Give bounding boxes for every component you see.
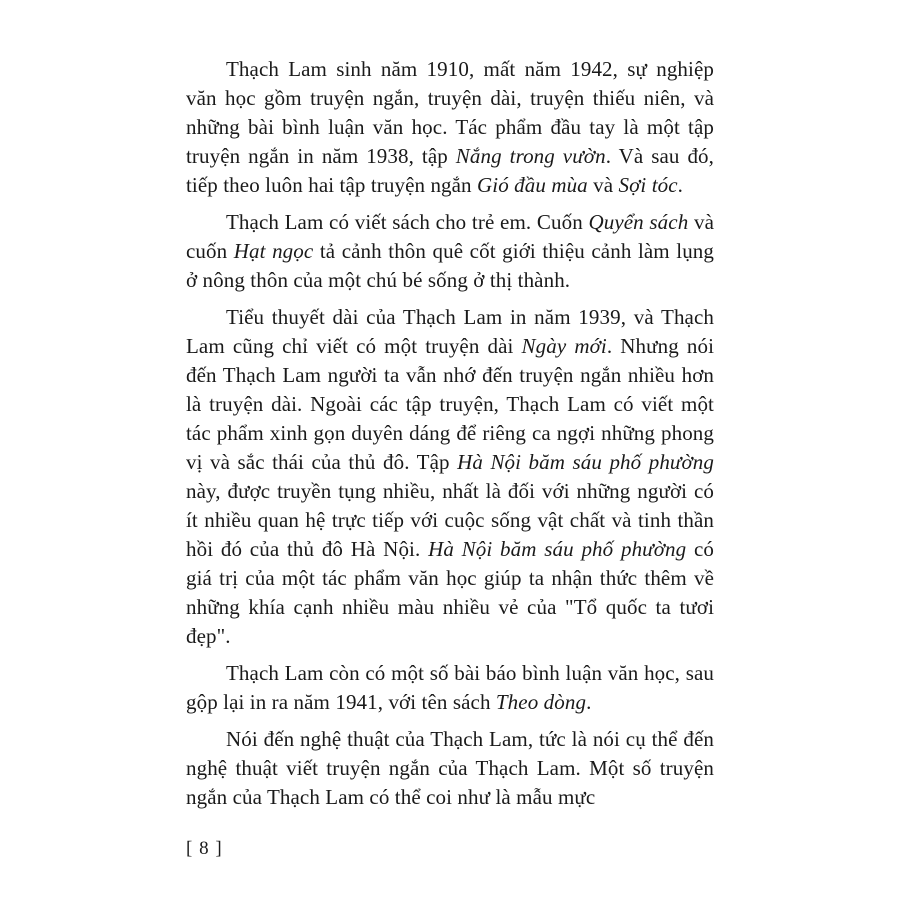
book-title-ngay-moi: Ngày mới xyxy=(521,334,607,358)
paragraph-3 xyxy=(186,303,714,651)
book-title-quyen-sach: Quyển sách xyxy=(588,210,689,234)
paragraph-3-text-3: này, được truyền tụng nhiều, nhất là đối với những người có ít nhiều quan hệ trực tiếp với cuộc sống vật chất và tinh thần hồi đó của thủ đô Hà Nội. xyxy=(186,479,714,561)
book-title-nang-trong-vuon: Nắng trong vườn xyxy=(455,144,606,168)
page-body xyxy=(186,55,714,820)
paragraph-4 xyxy=(186,659,714,717)
book-title-hat-ngoc: Hạt ngọc xyxy=(233,239,314,263)
book-title-ha-noi-bam-sau-pho-phuong-2: Hà Nội băm sáu phố phường xyxy=(428,537,687,561)
paragraph-4-text-1: Thạch Lam còn có một số bài báo bình luận văn học, sau gộp lại in ra năm 1941, với tên sách xyxy=(186,661,714,714)
page-number: [ 8 ] xyxy=(186,838,223,859)
paragraph-3-text-4: có giá trị của một tác phẩm văn học giúp ta nhận thức thêm về những khía cạnh nhiều màu nhiều vẻ của "Tổ quốc ta tươi đẹp". xyxy=(186,537,715,648)
paragraph-1-text-2: . Và sau đó, tiếp theo luôn hai tập truyện ngắn xyxy=(186,144,714,197)
paragraph-4-text-2: . xyxy=(586,690,592,714)
book-title-soi-toc: Sợi tóc xyxy=(618,173,678,197)
paragraph-2-text-2: và cuốn xyxy=(186,210,714,263)
book-title-theo-dong: Theo dòng xyxy=(495,690,587,714)
paragraph-5-text-1: Nói đến nghệ thuật của Thạch Lam, tức là nói cụ thể đến nghệ thuật viết truyện ngắn của Thạch Lam. Một số truyện ngắn của Thạch Lam có thể coi như là mẫu mực xyxy=(186,727,714,809)
paragraph-1-text-3: và xyxy=(587,173,619,197)
paragraph-3-text-1: Tiểu thuyết dài của Thạch Lam in năm 1939, và Thạch Lam cũng chỉ viết có một truyện dài xyxy=(186,305,714,358)
paragraph-1-text-4: . xyxy=(677,173,684,197)
paragraph-2 xyxy=(186,208,714,295)
paragraph-2-text-3: tả cảnh thôn quê cốt giới thiệu cảnh làm lụng ở nông thôn của một chú bé sống ở thị thành. xyxy=(186,239,714,292)
paragraph-1-text-1: Thạch Lam sinh năm 1910, mất năm 1942, sự nghiệp văn học gồm truyện ngắn, truyện dài, truyện thiếu niên, và những bài bình luận văn học. Tác phẩm đầu tay là một tập truyện ngắn in năm 1938, tập xyxy=(186,57,714,168)
paragraph-2-text-1: Thạch Lam có viết sách cho trẻ em. Cuốn xyxy=(226,210,589,234)
paragraph-5 xyxy=(186,725,714,812)
book-title-ha-noi-bam-sau-pho-phuong: Hà Nội băm sáu phố phường xyxy=(457,450,714,474)
paragraph-1 xyxy=(186,55,714,200)
paragraph-3-text-2: . Nhưng nói đến Thạch Lam người ta vẫn nhớ đến truyện ngắn nhiều hơn là truyện dài. Ngoài các tập truyện, Thạch Lam có viết một tác phẩm xinh gọn duyên dáng để riêng ca ngợi những phong vị và sắc thái của thủ đô. Tập xyxy=(186,334,714,474)
book-title-gio-dau-mua: Gió đầu mùa xyxy=(477,173,588,197)
